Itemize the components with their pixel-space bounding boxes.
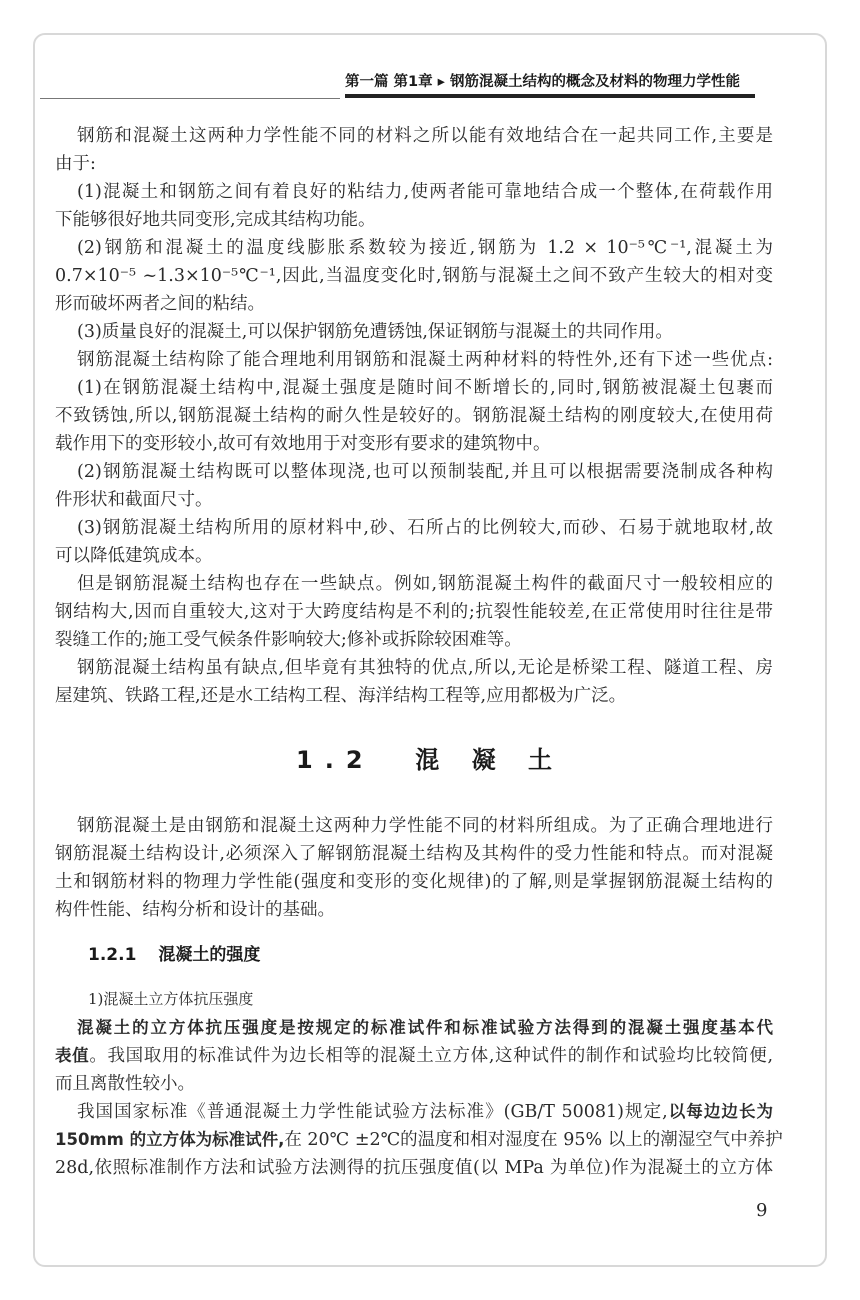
text-run: 不致锈蚀,所以,钢筋混凝土结构的耐久性是较好的。钢筋混凝土结构的刚度较大,在使用荷 — [55, 406, 773, 426]
text-run: 。我国取用的标准试件为边长相等的混凝土立方体,这种试件的制作和试验均比较简便, — [89, 1046, 774, 1066]
text-run: 屋建筑、铁路工程,还是水工结构工程、海洋结构工程等,应用都极为广泛。 — [55, 686, 627, 706]
subsection-number: 1.2.1 — [88, 945, 137, 965]
text-line — [55, 150, 773, 178]
text-run: 钢筋混凝土结构设计,必须深入了解钢筋混凝土结构及其构件的受力性能和特点。而对混凝 — [55, 844, 773, 864]
text-line — [55, 570, 773, 598]
text-line — [55, 122, 773, 150]
section-intro-text — [55, 812, 773, 924]
bold-text-run: 表值 — [55, 1046, 90, 1065]
text-line — [55, 1098, 773, 1126]
text-line — [55, 234, 773, 262]
text-line — [55, 290, 773, 318]
text-run: (1)混凝土和钢筋之间有着良好的粘结力,使两者能可靠地结合成一个整体,在荷载作用 — [77, 182, 773, 202]
section-title: 混 凝 土 — [415, 746, 564, 774]
text-run: 可以降低建筑成本。 — [55, 546, 213, 566]
text-run: 件形状和截面尺寸。 — [55, 490, 213, 510]
intro-text — [55, 122, 773, 710]
text-line — [55, 812, 773, 840]
running-header: 第一篇 第1章 ▸ 钢筋混凝土结构的概念及材料的物理力学性能 — [345, 74, 741, 90]
text-line — [55, 598, 773, 626]
text-line — [55, 542, 773, 570]
text-line — [55, 1042, 773, 1070]
text-line — [55, 318, 773, 346]
text-run: 而且离散性较小。 — [55, 1074, 195, 1094]
text-run: 钢筋混凝土结构除了能合理地利用钢筋和混凝土两种材料的特性外,还有下述一些优点: — [77, 350, 773, 370]
header-rule-bold — [345, 94, 755, 98]
subsection-heading — [88, 940, 260, 965]
text-run: 钢结构大,因而自重较大,这对于大跨度结构是不利的;抗裂性能较差,在正常使用时往往是带 — [55, 602, 773, 622]
bold-text-run: 150mm 的立方体为标准试件, — [55, 1130, 285, 1149]
text-line — [55, 654, 773, 682]
text-line — [55, 402, 773, 430]
text-run: 下能够很好地共同变形,完成其结构功能。 — [55, 210, 376, 230]
text-line — [55, 868, 773, 896]
text-run: 但是钢筋混凝土结构也存在一些缺点。例如,钢筋混凝土构件的截面尺寸一般较相应的 — [77, 574, 773, 594]
text-line — [55, 206, 773, 234]
text-run: 28d,依照标准制作方法和试验方法测得的抗压强度值(以 MPa 为单位)作为混凝土的立方体 — [55, 1158, 773, 1178]
text-run: (2)钢筋和混凝土的温度线膨胀系数较为接近,钢筋为 1.2 × 10⁻⁵℃⁻¹,混凝土为 — [77, 238, 773, 258]
minor-heading: 1)混凝土立方体抗压强度 — [88, 990, 254, 1008]
strength-text — [55, 1014, 783, 1182]
text-line — [55, 682, 773, 710]
text-line — [55, 896, 773, 924]
text-line — [55, 178, 773, 206]
section-number: 1.2 — [296, 746, 375, 774]
subsection-title: 混凝土的强度 — [158, 945, 261, 965]
text-run: 钢筋混凝土结构虽有缺点,但毕竟有其独特的优点,所以,无论是桥梁工程、隧道工程、房 — [77, 658, 773, 678]
text-line — [55, 514, 773, 542]
text-line — [55, 1154, 773, 1182]
text-run: 钢筋和混凝土这两种力学性能不同的材料之所以能有效地结合在一起共同工作,主要是 — [77, 126, 773, 146]
text-line — [55, 840, 773, 868]
text-line — [55, 626, 773, 654]
text-line — [55, 430, 773, 458]
text-run: (3)钢筋混凝土结构所用的原材料中,砂、石所占的比例较大,而砂、石易于就地取材,故 — [77, 518, 773, 538]
text-line — [55, 1070, 773, 1098]
text-run: 构件性能、结构分析和设计的基础。 — [55, 900, 335, 920]
text-run: (2)钢筋混凝土结构既可以整体现浇,也可以预制装配,并且可以根据需要浇制成各种构 — [77, 462, 773, 482]
text-line — [55, 1126, 783, 1154]
text-line — [55, 458, 773, 486]
text-run: 0.7×10⁻⁵ ~1.3×10⁻⁵℃⁻¹,因此,当温度变化时,钢筋与混凝土之间不致产生较大的相对变 — [55, 266, 773, 286]
text-line — [55, 346, 773, 374]
text-run: 裂缝工作的;施工受气候条件影响较大;修补或拆除较困难等。 — [55, 630, 522, 650]
text-run: 钢筋混凝土是由钢筋和混凝土这两种力学性能不同的材料所组成。为了正确合理地进行 — [77, 816, 773, 836]
bold-text-run: 以每边边长为 — [667, 1102, 774, 1121]
text-run: (1)在钢筋混凝土结构中,混凝土强度是随时间不断增长的,同时,钢筋被混凝土包裹而 — [77, 378, 773, 398]
text-run: (3)质量良好的混凝土,可以保护钢筋免遭锈蚀,保证钢筋与混凝土的共同作用。 — [77, 322, 673, 342]
text-run: 形而破坏两者之间的粘结。 — [55, 294, 265, 314]
text-run: 载作用下的变形较小,故可有效地用于对变形有要求的建筑物中。 — [55, 434, 551, 454]
text-line — [55, 374, 773, 402]
text-run: 我国国家标准《普通混凝土力学性能试验方法标准》(GB/T 50081)规定, — [77, 1102, 668, 1122]
page-number: 9 — [756, 1200, 768, 1221]
section-heading — [0, 740, 860, 775]
text-line — [55, 262, 773, 290]
text-line — [55, 1014, 773, 1042]
text-run: 土和钢筋材料的物理力学性能(强度和变形的变化规律)的了解,则是掌握钢筋混凝土结构的 — [55, 872, 773, 892]
text-run: 在 20℃ ±2℃的温度和相对湿度在 95% 以上的潮湿空气中养护 — [284, 1130, 783, 1150]
text-run: 由于: — [55, 154, 96, 174]
bold-text-run: 混凝土的立方体抗压强度是按规定的标准试件和标准试验方法得到的混凝土强度基本代 — [77, 1018, 773, 1037]
header-rule — [40, 98, 340, 99]
text-line — [55, 486, 773, 514]
